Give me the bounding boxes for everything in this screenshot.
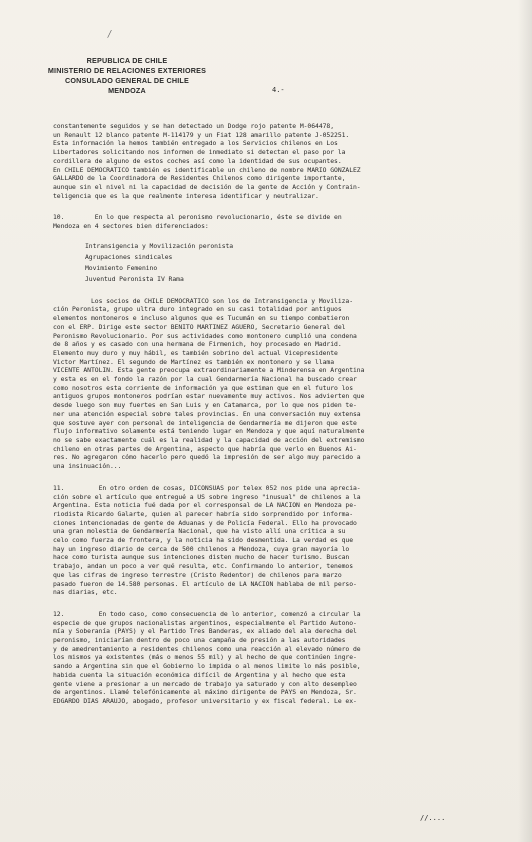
page-number: 4.- <box>272 86 285 94</box>
text-line: sando a Argentina sin que el Gobierno lo impida o al menos limite lo más posible, <box>53 662 361 671</box>
text-line: ciones intencionadas de gente de Aduanas y de Policía Federal. Ello ha provocado <box>53 518 357 527</box>
text-line: de argentinos. Llamé telefónicamente al máximo dirigente de PAYS en Mendoza, Sr. <box>53 688 357 697</box>
paragraph-12 <box>53 610 508 706</box>
text-line: cordillera de alguno de estos coches así como la identidad de sus ocupantes. <box>53 156 342 165</box>
text-line: desde luego son muy fuertes en San Luis y en Catamarca, por lo que nos piden te- <box>53 401 357 410</box>
text-line: y esta es en el fondo la razón por la cual Gendarmería Nacional ha buscado crear <box>53 375 357 384</box>
peronism-sectors-list <box>85 241 508 285</box>
list-item: Agrupaciones sindicales <box>85 252 173 261</box>
letterhead-city: MENDOZA <box>108 86 146 95</box>
letterhead-ministry: MINISTERIO DE RELACIONES EXTERIORES <box>47 66 207 75</box>
paragraph-continuation <box>53 122 508 200</box>
text-line: Peronismo Revolucionario. Por sus actividades como montonero cumplió una condena <box>53 331 357 340</box>
text-line: 11. En otro orden de cosas, DICONSUAS por telex 052 nos pide una aprecia- <box>53 483 361 492</box>
text-line: 10. En lo que respecta al peronismo revolucionario, éste se divide en <box>53 213 342 222</box>
paragraph-chile-democratico <box>53 297 508 471</box>
text-line: una insinuación... <box>53 462 122 471</box>
text-line: especie de que grupos nacionalistas argentinos, especialmente el Partido Autono- <box>53 618 357 627</box>
text-line: Esta información la hemos también entregado a los Servicios chilenos en Los <box>53 139 338 148</box>
text-line: un Renault 12 blanco patente M-114179 y un Fiat 128 amarillo patente J-052251. <box>53 130 350 139</box>
paragraph-11 <box>53 484 508 597</box>
text-line: trabajo, andan un poco a ver qué resulta, etc. Confirmando lo anterior, tenemos <box>53 562 354 571</box>
letterhead-consulate: CONSULADO GENERAL DE CHILE <box>64 76 190 85</box>
text-line: En CHILE DEMOCRATICO también es identificable un chileno de nombre MARIO GONZALEZ <box>53 165 361 174</box>
text-line: 12. En todo caso, como consecuencia de lo anterior, comenzó a circular la <box>53 609 361 618</box>
text-line: Argentina. Esta noticia fué dada por el corresponsal de LA NACION en Mendoza pe- <box>53 501 357 510</box>
text-line: res. No agregaron cómo hacerlo pero quedó la impresión de ser algo muy parecido a <box>53 453 361 462</box>
text-line: aunque sin el nivel ni la capacidad de decisión de la gente de Acción y Contrain- <box>53 182 361 191</box>
letterhead <box>32 56 222 96</box>
paragraph-10 <box>53 213 508 230</box>
text-line: ner una atención especial sobre tales provincias. En una conversación muy extensa <box>53 409 361 418</box>
text-line: nas diarias, etc. <box>53 588 118 597</box>
text-line: Los socios de CHILE DEMOCRATICO son los de Intransigencia y Moviliza- <box>53 296 354 305</box>
text-line: chileno en otras partes de Argentina, aspecto que habría que verlo en Buenos Ai- <box>53 444 357 453</box>
text-line: de 8 años y es casado con una hermana de Firmenich, hoy procesado en Madrid. <box>53 340 342 349</box>
text-line: y de amedrentamiento a residentes chilenos como una reacción al elevado número de <box>53 644 361 653</box>
text-line: con el ERP. Dirige este sector BENITO MARTINEZ AGUERO, Secretario General del <box>53 322 346 331</box>
text-line: Libertadores solicitando nos informen de inmediato si detectan el paso por la <box>53 148 346 157</box>
text-line: Elemento muy duro y muy hábil, es también sobrino del actual Vicepresidente <box>53 348 338 357</box>
letterhead-republic: REPUBLICA DE CHILE <box>86 56 168 65</box>
text-line: Victor Martínez. El segundo de Martínez es también ex montonero y se llama <box>53 357 335 366</box>
text-line: EDGARDO DIAS ARAUJO, abogado, profesor universitario y ex fiscal federal. Le ex- <box>53 696 357 705</box>
text-line: teligencia que es la que realmente interesa identificar y neutralizar. <box>53 191 319 200</box>
list-item: Juventud Peronista IV Rama <box>85 274 184 283</box>
text-line: habida cuenta la situación económica difícil de Argentina y al hecho que esta <box>53 670 346 679</box>
text-line: antiguos grupos montoneros podrían estar nuevamente muy activos. Nos advierten que <box>53 392 365 401</box>
text-line: gente viene a presionar a un mercado de trabajo ya saturado y con alto desempleo <box>53 679 357 688</box>
page-edge-shadow <box>518 0 532 842</box>
text-line: hace como turista aunque sus intenciones disten mucho de hacer turismo. Buscan <box>53 553 350 562</box>
text-line: que las cifras de ingreso terrestre (Cristo Redentor) de chilenos para marzo <box>53 570 342 579</box>
list-item: Movimiento Femenino <box>85 263 158 272</box>
text-line: los mismos ya existentes (más o menos 55 mil) y al hecho de que continúen ingre- <box>53 653 357 662</box>
continuation-mark: //.... <box>420 814 446 822</box>
text-line: VICENTE ANTOLIN. Esta gente preocupa extraordinariamente a Minderensa en Argentina <box>53 366 365 375</box>
text-line: Mendoza en 4 sectores bien diferenciados: <box>53 222 209 231</box>
text-line: ción sobre el artículo que entregué a US sobre ingreso "inusual" de chilenos a la <box>53 492 361 501</box>
list-item: Intransigencia y Movilización peronista <box>85 241 234 250</box>
text-line: ción Peronista, grupo ultra duro integrado en su casi totalidad por antiguos <box>53 305 342 314</box>
text-line: una gran molestia de Gendarmería Nacional, que ha visto allí una crítica a su <box>53 527 346 536</box>
text-line: no se sabe exactamente cuál es la realidad y la capacidad de acción del extremismo <box>53 435 365 444</box>
text-line: peronismo, iniciarían dentro de poco una campaña de presión a las autoridades <box>53 636 346 645</box>
text-line: como nosotros esta corriente de información ya que estiman que en el futuro los <box>53 383 354 392</box>
text-line: pasado fueron de 14.580 personas. El artículo de LA NACION hablaba de mil perso- <box>53 579 357 588</box>
text-line: mía y Soberanía (PAYS) y el Partido Tres Banderas, ex aliado del ala derecha del <box>53 627 357 636</box>
document-body <box>53 122 508 719</box>
text-line: elementos montoneros e incluso algunos que es Tucumán en su tiempo combatieron <box>53 314 350 323</box>
text-line: celo como fuerza de frontera, y la noticia ha sido desmentida. La verdad es que <box>53 536 354 545</box>
text-line: hay un ingreso diario de cerca de 500 chilenos a Mendoza, cuya gran mayoría lo <box>53 544 350 553</box>
text-line: riodista Ricardo Galarte, quien al parecer habría sido sorprendido por informa- <box>53 509 354 518</box>
text-line: GALLARDO de la Coordinadora de Residentes Chilenos como dirigente importante, <box>53 174 346 183</box>
margin-mark: / <box>108 30 112 40</box>
text-line: constantemente seguidos y se han detectado un Dodge rojo patente M-064478, <box>53 122 335 130</box>
text-line: que sostuve ayer con personal de inteligencia de Gendarmería me dijeron que este <box>53 418 357 427</box>
text-line: flujo informativo solamente está teniendo lugar en Mendoza y que aquí naturalmente <box>53 427 365 436</box>
